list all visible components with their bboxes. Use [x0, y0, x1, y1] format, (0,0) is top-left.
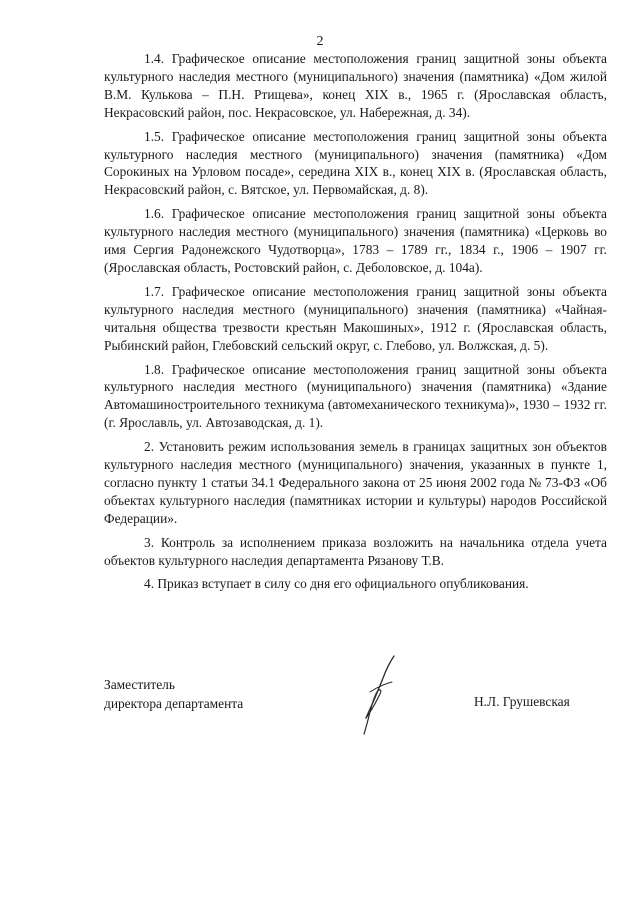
paragraph-1-8: 1.8. Графическое описание местоположения границ защитной зоны объекта культурного наследия местного (муниципального) значения (памятника) «Здание Автомашиностроительного техникума (автомеханического техникума)», 1930 – 1932 гг. (г. Ярославль, ул. Автозаводская, д. 1). [104, 361, 607, 431]
paragraph-3: 3. Контроль за исполнением приказа возложить на начальника отдела учета объектов культурного наследия департамента Рязанову Т.В. [104, 534, 607, 568]
document-body [104, 50, 607, 599]
signatory-role [104, 676, 243, 713]
signatory-name: Н.Л. Грушевская [474, 694, 570, 709]
signatory-role-line-1: Заместитель [104, 677, 175, 692]
paragraph-1-7: 1.7. Графическое описание местоположения границ защитной зоны объекта культурного наследия местного (муниципального) значения (памятника) «Чайная-читальня общества трезвости крестьян Макошиных», 1912 г. (Ярославская область, Рыбинский район, Глебовский сельский округ, с. Глебово, ул. Волжская, д. 5). [104, 283, 607, 353]
signatory-role-line-2: директора департамента [104, 695, 244, 711]
paragraph-1-5: 1.5. Графическое описание местоположения границ защитной зоны объекта культурного наследия местного (муниципального) значения (памятника) «Дом Сорокиных на Урловом посаде», середина XIX в., конец XIX в. (Ярославская область, Некрасовский район, с. Вятское, ул. Первомайская, д. 8). [104, 128, 607, 198]
paragraph-1-4: 1.4. Графическое описание местоположения границ защитной зоны объекта культурного наследия местного (муниципального) значения (памятника) «Дом жилой В.М. Кулькова – П.Н. Ртищева», конец XIX в., 1965 г. (Ярославская область, Некрасовский район, пос. Некрасовское, ул. Набережная, д. 34). [104, 51, 607, 120]
paragraph-2: 2. Установить режим использования земель в границах защитных зон объектов культурного наследия местного (муниципального) значения, указанных в пункте 1, согласно пункту 1 статьи 34.1 Федерального закона от 25 июня 2002 года № 73-ФЗ «Об объектах культурного наследия (памятниках истории и культуры) народов Российской Федерации». [104, 439, 607, 526]
handwritten-signature [350, 652, 410, 738]
paragraph-1-6: 1.6. Графическое описание местоположения границ защитной зоны объекта культурного наследия местного (муниципального) значения (памятника) «Церковь во имя Сергия Радонежского Чудотворца», 1783 – 1789 гг., 1834 г., 1906 – 1907 гг. (Ярославская область, Ростовский район, с. Деболовское, д. 104а). [104, 206, 607, 275]
paragraph-4: 4. Приказ вступает в силу со дня его официального опубликования. [144, 576, 529, 592]
page-number: 2 [316, 34, 324, 49]
